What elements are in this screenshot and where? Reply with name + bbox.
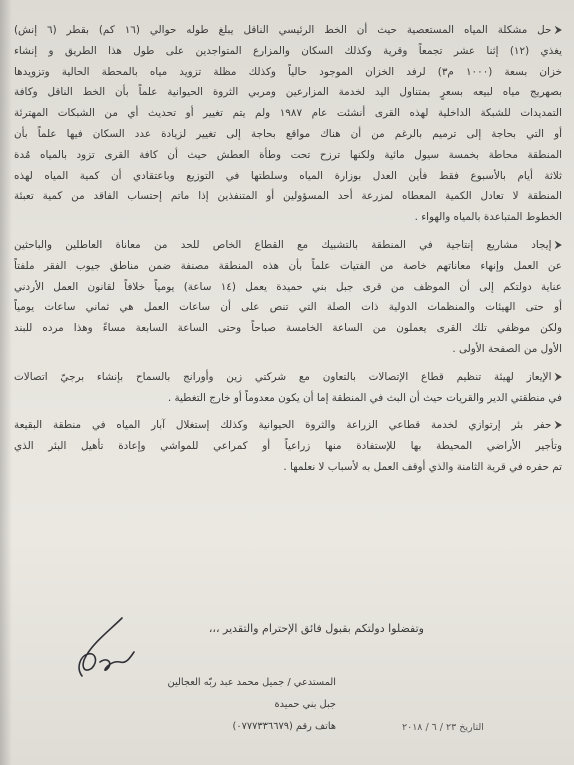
text-line: المنطقة محاطة بخمسة سيول مائية ولكنها ترزح تحت وطأة العطش حيث أن كافة القرى تزود بالمياه مُدة — [14, 148, 562, 161]
paragraph-telecom — [14, 367, 562, 409]
paragraph-well — [14, 415, 562, 477]
closing-salutation: وتفضلوا دولتكم بقبول فائق الإحترام والتقدير ،،، — [208, 622, 424, 635]
text-line: التمديدات للشبكة الداخلية لهذه القرى أنشئت عام ١٩٨٧ ولم يتم تغيير أو تحديث أي من الشبكات المهترئة — [14, 107, 562, 120]
text-line: حل مشكلة المياه المستعصية حيث أن الخط الرئيسي الناقل يبلغ طوله حوالي (١٦ كم) بقطر (٦ إنش) — [14, 24, 552, 36]
text-line: بصهريج مياه لبيعه بسعرٍ بمتناول اليد لخدمة المزارعين ومربي الثروة الحيوانية علماً بأن الخط الناقل وكافة — [14, 86, 562, 99]
text-line: عناية دولتكم إلى أن الموظف من قرى جبل بني حميدة يعمل (١٤ ساعة) يومياً خلافاً لقانون العمل الأردني — [14, 280, 562, 293]
text-line: تم حفره في قرية الثامنة والذي أوقف العمل به لأسباب لا نعلمها . — [283, 460, 562, 473]
bullet-arrow: ⮞ — [554, 238, 562, 251]
text-line: يغذي (١٢) إثنا عشر تجمعاً وقرية وكذلك السكان والمزارع المتواجدين على طول هذا الطريق و إنشاء — [14, 44, 562, 57]
text-line: أو التي بحاجة إلى ترميم بالرغم من أن هناك مواقع بحاجة إلى تغيير لزيادة عدد السكان فيها علماً بأن — [14, 127, 562, 140]
page-shadow — [0, 0, 12, 765]
handwritten-signature — [60, 612, 150, 682]
signer-name: المستدعي / جميل محمد عبد ربّه العجالين — [167, 677, 336, 688]
text-line: وتأجير الأراضي المحيطة بها للإستفادة منها زراعياً أو كمراعي للمواشي وإعادة تأهيل البئر الذي — [14, 440, 562, 453]
bullet-arrow: ⮞ — [554, 24, 562, 36]
text-line: عن العمل وإنهاء معاناتهم خاصة من الفتيات علماً بأن هذه المنطقة مصنفة ضمن مناطق جيوب الفقر ملفتاً — [14, 259, 562, 272]
signer-block — [168, 672, 336, 738]
paragraph-jobs — [14, 235, 562, 360]
text-line: الأول من الصفحة الأولى . — [452, 342, 562, 355]
bullet-arrow: ⮞ — [554, 370, 562, 383]
text-line: أو حتى الهيئات والمنظمات الدولية ذات الصلة التي تنص على أن ساعات العمل هي ثماني ساعات يومياً — [14, 301, 562, 314]
signer-phone: هاتف رقم (٠٧٧٧٣٣٦٦٧٩) — [232, 721, 336, 732]
letter-body — [14, 20, 562, 485]
text-line: خزان بسعة (١٠٠٠ م٣) لرفد الخزان الموجود حالياً وكذلك مظلة تزويد مياه بالمحطة الحالية وتزويدها — [14, 65, 562, 78]
text-line: المنطقة لا تعادل الكمية المعطاه لمزرعة أحد المسؤولين أو المتنفذين إذا ماتم إحتساب الفاقد من كمية تعبئة — [14, 190, 562, 203]
text-line: الخطوط المتباعدة بالمياه والهواء . — [414, 211, 562, 224]
signer-place: جبل بني حميدة — [274, 699, 336, 710]
text-line: ولكن موظفي تلك القرى يعملون من الساعة الخامسة صباحاً وحتى الساعة السابعة مساءً وهذا مرده للبند — [14, 322, 562, 335]
text-line: في منطقتي الدير والقريات حيث أن البث في المنطقة إما أن يكون معدوماً أو خارج التغطية . — [167, 391, 562, 404]
bullet-arrow: ⮞ — [554, 419, 562, 432]
text-line: ثلاثة أيام بالأسبوع فقط فأين العدل بوزارة المياه وسلطتها في التوزيع وباعتقادي أن كمية المياه لهذه — [14, 169, 562, 182]
text-line: حفر بئر إرتوازي لخدمة قطاعي الزراعة والثروة الحيوانية وكذلك إستغلال آبار المياه في منطقة البقيعة — [14, 419, 552, 432]
text-line: إيجاد مشاريع إنتاجية في المنطقة بالتشبيك مع القطاع الخاص للحد من معاناة العاطلين والباحثين — [14, 238, 552, 251]
letter-date: التاريخ ٢٣ / ٦ / ٢٠١٨ — [402, 722, 484, 733]
text-line: الإيعاز لهيئة تنظيم قطاع الإتصالات بالتعاون مع شركتي زين وأورانج بالسماح بإنشاء برجيّ اتصالات — [14, 370, 552, 383]
paragraph-water — [14, 20, 562, 228]
